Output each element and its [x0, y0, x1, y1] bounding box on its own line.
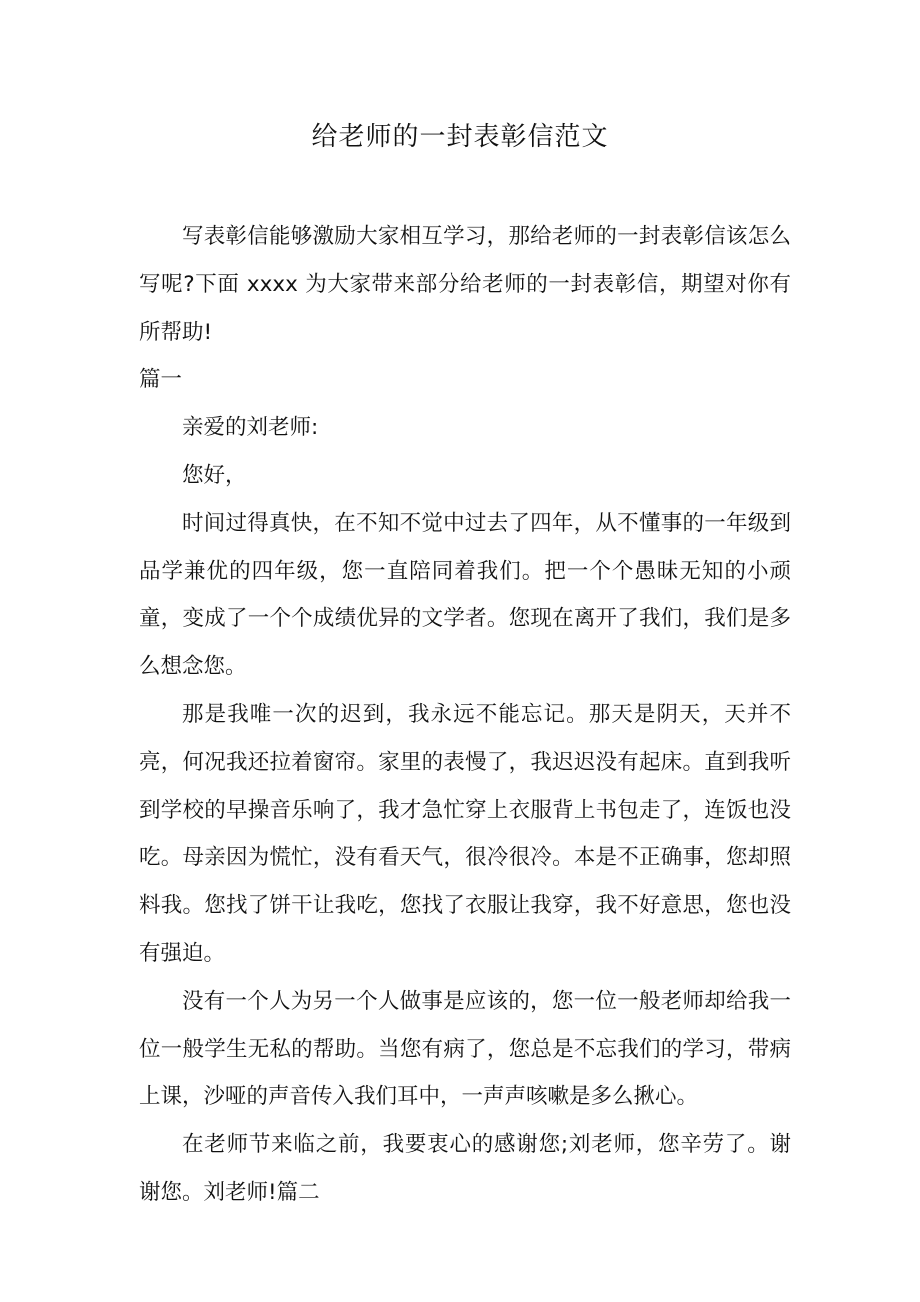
section-heading-part-one: 篇一 — [139, 367, 183, 393]
letter-greeting: 您好， — [182, 462, 247, 488]
paragraph-body: 时间过得真快，在不知不觉中过去了四年，从不懂事的一年级到品学兼优的四年级，您一直陪同着我们。把一个个愚昧无知的小顽童，变成了一个个成绩优异的文学者。您现在离开了我们，我们是多么想念您。 — [139, 510, 791, 680]
page-title: 给老师的一封表彰信范文 — [311, 122, 609, 152]
paragraph-intro: 写表彰信能够激励大家相互学习，那给老师的一封表彰信该怎么写呢?下面 xxxx 为大家带来部分给老师的一封表彰信，期望对你有所帮助! — [139, 224, 791, 345]
letter-salutation: 亲爱的刘老师: — [182, 415, 319, 441]
paragraph-closing: 在老师节来临之前，我要衷心的感谢您;刘老师，您辛劳了。谢谢您。刘老师!篇二 — [139, 1132, 791, 1205]
document-body — [139, 213, 791, 1217]
paragraph-body: 没有一个人为另一个人做事是应该的，您一位一般老师却给我一位一般学生无私的帮助。当您有病了，您总是不忘我们的学习，带病上课，沙哑的声音传入我们耳中，一声声咳嗽是多么揪心。 — [139, 988, 791, 1110]
paragraph-body: 那是我唯一次的迟到，我永远不能忘记。那天是阴天，天并不亮，何况我还拉着窗帘。家里的表慢了，我迟迟没有起床。直到我听到学校的早操音乐响了，我才急忙穿上衣服背上书包走了，连饭也没吃。母亲因为慌忙，没有看天气，很冷很冷。本是不正确事，您却照料我。您找了饼干让我吃，您找了衣服让我穿，我不好意思，您也没有强迫。 — [139, 701, 791, 966]
